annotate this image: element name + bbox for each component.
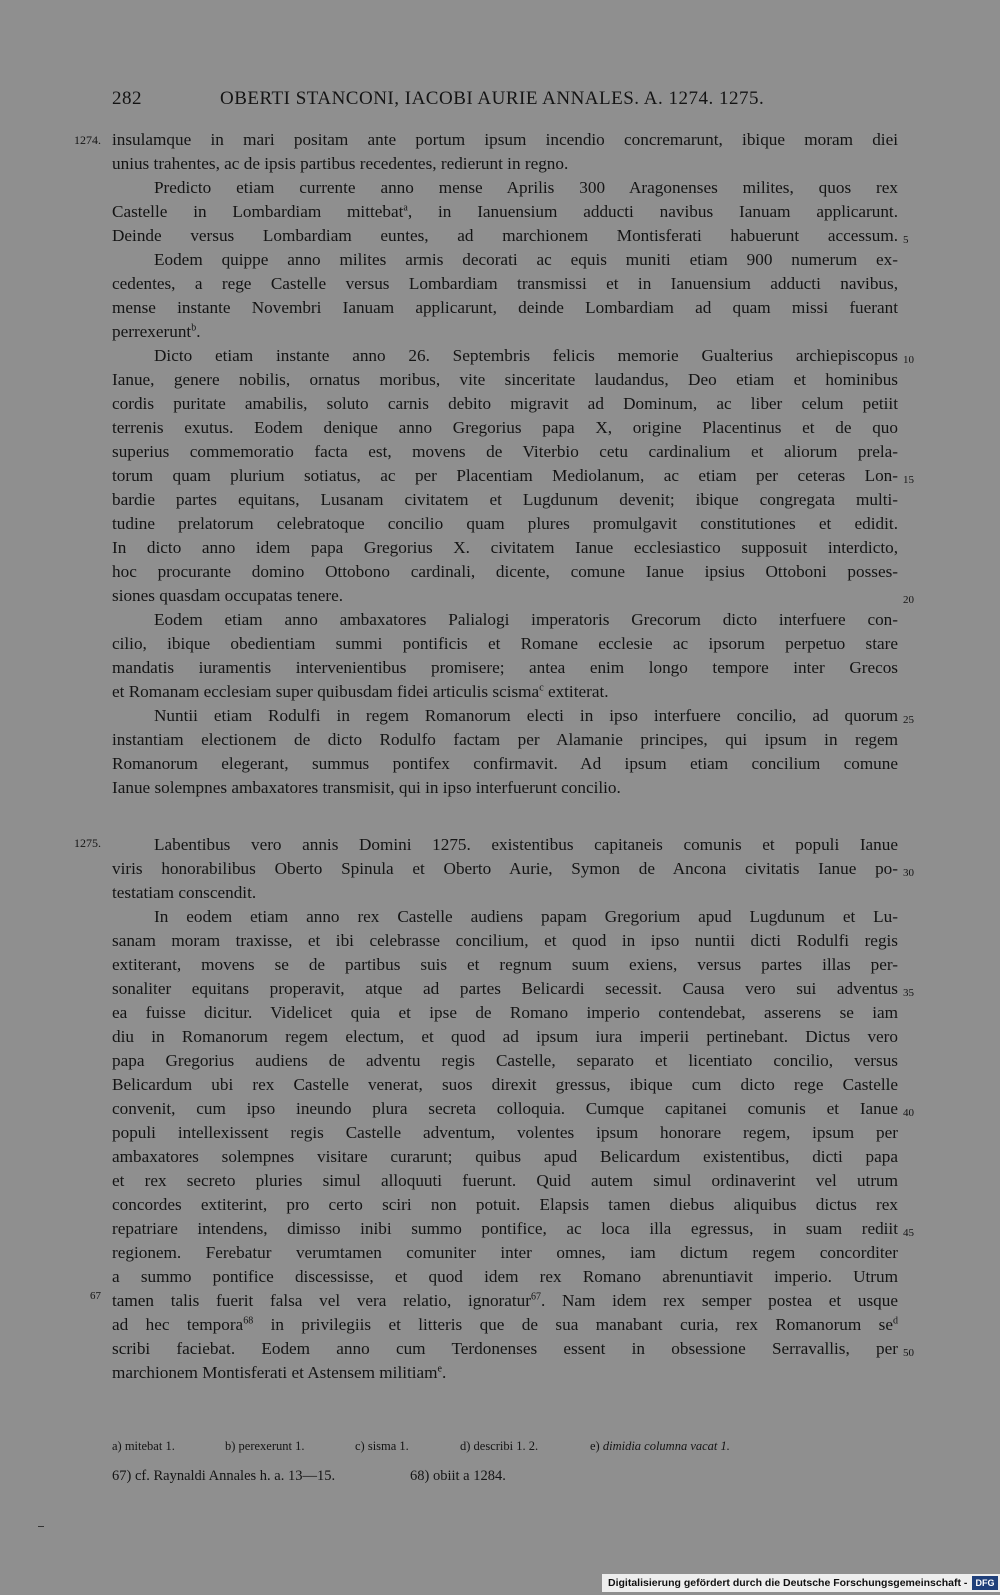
year-marker-1275: 1275. — [74, 836, 101, 850]
apparatus-siglum: e) — [590, 1439, 600, 1453]
text-line: perrexerunt$^b$. — [112, 322, 201, 341]
text-line: viris honorabilibus Oberto Spinula et Oberto Aurie, Symon de Ancona civitatis Ianue po- — [112, 859, 898, 878]
apparatus-text: dimidia columna vacat 1. — [602, 1439, 730, 1453]
text-line: superius commemoratio facta est, movens de Viterbio cetu cardinalium et aliorum prela- — [112, 442, 898, 461]
text-line: diu in Romanorum regem electum, et quod ad ipsum iura imperii pertinebant. Dictus vero — [112, 1027, 898, 1046]
text-line: bardie partes equitans, Lusanam civitatem et Lugdunum devenit; ibique congregata multi- — [112, 490, 898, 509]
text-line: siones quasdam occupatas tenere. — [112, 586, 343, 605]
apparatus-note-c: c) sisma 1. — [355, 1439, 409, 1453]
text-line: populi intellexissent regis Castelle adventum, volentes ipsum honorare regem, ipsum per — [112, 1123, 898, 1142]
text-line: convenit, cum ipso ineundo plura secreta colloquia. Cumque capitanei comunis et Ianue — [112, 1099, 898, 1118]
line-number: 15 — [903, 474, 914, 486]
line-number: 30 — [903, 867, 914, 879]
text-line: sanam moram traxisse, et ibi celebrasse concilium, et quod in ipso nuntii dicti Rodulfi regis — [112, 931, 898, 950]
line-number: 35 — [903, 987, 914, 999]
text-line: Labentibus vero annis Domini 1275. existentibus capitaneis comunis et populi Ianue — [154, 835, 898, 854]
source-note-67: 67) cf. Raynaldi Annales h. a. 13—15. — [112, 1468, 336, 1484]
note-mark: d — [892, 1315, 898, 1327]
text-line: In eodem etiam anno rex Castelle audiens papam Gregorium apud Lugdunum et Lu- — [154, 907, 898, 926]
text-line: a summo pontifice discessisse, et quod idem rex Romano abrenuntiavit imperio. Utrum — [112, 1267, 898, 1286]
text-line — [112, 680, 898, 704]
text-line: cordis puritate amabilis, soluto carnis debito migravit ad Dominum, ac liber celum petiit — [112, 394, 898, 413]
text-line: Dicto etiam instante anno 26. Septembris felicis memorie Gualterius archiepiscopus — [154, 346, 898, 365]
text-line: sonaliter equitans properavit, atque ad partes Belicardi secessit. Causa vero sui adventus — [112, 979, 898, 998]
text-line: hoc procurante domino Ottobono cardinali, dicente, comune Ianue ipsius Ottoboni posses- — [112, 562, 898, 581]
line-number: 25 — [903, 714, 914, 726]
line-number: 10 — [903, 354, 914, 366]
text-span: tamen talis fuerit falsa vel vera relatio, ignoratur — [112, 1291, 531, 1310]
note-mark: 68 — [243, 1315, 254, 1327]
text-span: ad hec tempora — [112, 1315, 244, 1334]
text-line: cilio, ibique obedientiam summi pontificis et Romane ecclesie ac ipsorum perpetuo stare — [112, 634, 898, 653]
line-number: 5 — [903, 234, 909, 246]
page-number: 282 — [112, 88, 142, 109]
year-marker-1274: 1274. — [74, 133, 101, 147]
text-span: perrexerunt — [112, 322, 192, 341]
text-line — [112, 1313, 898, 1337]
text-line: Nuntii etiam Rodulfi in regem Romanorum electi in ipso interfuere concilio, ad quorum — [154, 706, 898, 725]
text-span: . Nam idem rex semper postea et usque — [541, 1291, 898, 1310]
apparatus-note-e — [590, 1436, 730, 1456]
text-line: ambaxatores solempnes visitare curarunt; quibus apud Belicardum existentibus, dicti papa — [112, 1147, 898, 1166]
apparatus-note-d: d) describi 1. 2. — [460, 1439, 539, 1453]
text-span: extiterat. — [543, 682, 609, 701]
text-line: insulamque in mari positam ante portum ipsum incendio concremarunt, ibique moram diei — [112, 130, 898, 149]
text-line: repatriare intendens, dimisso inibi summo pontifice, ac loca illa egressus, in suam rediit — [112, 1219, 898, 1238]
text-line: Eodem etiam anno ambaxatores Palialogi imperatoris Grecorum dicto interfuere con- — [154, 610, 898, 629]
text-line: torum quam plurium sotiatus, ac per Placentiam Mediolanum, ac etiam per ceteras Lon- — [112, 466, 898, 485]
text-line: Predicto etiam currente anno mense Aprilis 300 Aragonenses milites, quos rex — [154, 178, 898, 197]
text-line: tudine prelatorum celebratoque concilio quam plures promulgavit constitutiones et edidit. — [112, 514, 898, 533]
text-line: Eodem quippe anno milites armis decorati ac equis muniti etiam 900 numerum ex- — [154, 250, 898, 269]
text-line: testatiam conscendit. — [112, 883, 257, 902]
footer-credit: Digitalisierung gefördert durch die Deutsche Forschungsgemeinschaft - — [608, 1577, 968, 1589]
text-line: instantiam electionem de dicto Rodulfo factam per Alamanie principes, qui ipsum in regem — [112, 730, 898, 749]
text-line: unius trahentes, ac de ipsis partibus recedentes, redierunt in regno. — [112, 154, 569, 173]
note-mark: e — [437, 1363, 442, 1375]
line-number: 45 — [903, 1227, 914, 1239]
text-line: papa Gregorius audiens de adventu regis Castelle, separato et licentiato concilio, versus — [112, 1051, 898, 1070]
running-header — [112, 88, 792, 118]
digitization-footer — [602, 1574, 1000, 1592]
apparatus-note-a: a) mitebat 1. — [112, 1439, 175, 1453]
text-line: Deinde versus Lombardiam euntes, ad marchionem Montisferati habuerunt accessum. — [112, 226, 898, 245]
margin-note-marker: 67 — [90, 1290, 101, 1302]
running-title: OBERTI STANCONI, IACOBI AURIE ANNALES. A. 1274. 1275. — [220, 88, 765, 109]
line-number: 20 — [903, 594, 914, 606]
note-mark: c — [539, 682, 544, 694]
note-mark: 67 — [531, 1291, 541, 1303]
text-line: Ianue solempnes ambaxatores transmisit, qui in ipso interfuerunt concilio. — [112, 778, 621, 797]
text-line: mandatis iuramentis intervenientibus promisere; antea enim longo tempore inter Grecos — [112, 658, 898, 677]
line-number: 40 — [903, 1107, 914, 1119]
text-span: marchionem Montisferati et Astensem militiam — [112, 1363, 438, 1382]
text-line: concordes extiterint, pro certo sciri non potuit. Elapsis tamen diebus aliquibus dictus rex — [112, 1195, 898, 1214]
text-span: in privilegiis et litteris que de sua manabant curia, rex Romanorum se — [253, 1315, 893, 1334]
text-line: ea fuisse dicitur. Videlicet quia et ipse de Romano imperio contendebat, asserens se iam — [112, 1003, 898, 1022]
dfg-logo: DFG — [972, 1576, 998, 1590]
scan-mark — [38, 1526, 44, 1527]
note-mark: a — [403, 202, 408, 214]
text-line: scribi faciebat. Eodem anno cum Terdonenses essent in obsessione Serravallis, per — [112, 1339, 898, 1358]
text-line: regionem. Ferebatur verumtamen comuniter inter omnes, iam dictum regem concorditer — [112, 1243, 898, 1262]
text-line: cedentes, a rege Castelle versus Lombardiam transmissi et in Ianuensium adducti navibus, — [112, 274, 898, 293]
line-number: 50 — [903, 1347, 914, 1359]
text-span: Castelle in Lombardiam mittebat — [112, 202, 404, 221]
text-line — [112, 200, 898, 224]
text-line: Romanorum elegerant, summus pontifex confirmavit. Ad ipsum etiam concilium comune — [112, 754, 898, 773]
text-line: Belicardum ubi rex Castelle venerat, suos direxit gressus, ibique cum dicto rege Castelle — [112, 1075, 898, 1094]
text-line: Ianue, genere nobilis, ornatus moribus, vite sinceritate laudandus, Deo etiam et hominibus — [112, 370, 898, 389]
text-line: marchionem Montisferati et Astensem militiam$^e$. — [112, 1363, 447, 1382]
text-span: , in Ianuensium adducti navibus Ianuam applicarunt. — [407, 202, 898, 221]
source-note-68: 68) obiit a 1284. — [410, 1468, 506, 1484]
text-line — [112, 1289, 898, 1313]
text-line: extiterant, movens se de partibus suis et regnum suum exiens, versus partes illas per- — [112, 955, 898, 974]
text-line: In dicto anno idem papa Gregorius X. civitatem Ianue ecclesiastico supposuit interdicto, — [112, 538, 898, 557]
text-line: et rex secreto pluries simul alloquuti fuerunt. Quid autem simul ordinaverint vel utrum — [112, 1171, 898, 1190]
text-line: terrenis exutus. Eodem denique anno Gregorius papa X, origine Placentinus et de quo — [112, 418, 898, 437]
note-mark: b — [191, 322, 197, 334]
apparatus-note-b: b) perexerunt 1. — [225, 1439, 305, 1453]
text-span: et Romanam ecclesiam super quibusdam fidei articulis scisma — [112, 682, 540, 701]
text-line: mense instante Novembri Ianuam applicarunt, deinde Lombardiam ad quam missi fuerant — [112, 298, 898, 317]
